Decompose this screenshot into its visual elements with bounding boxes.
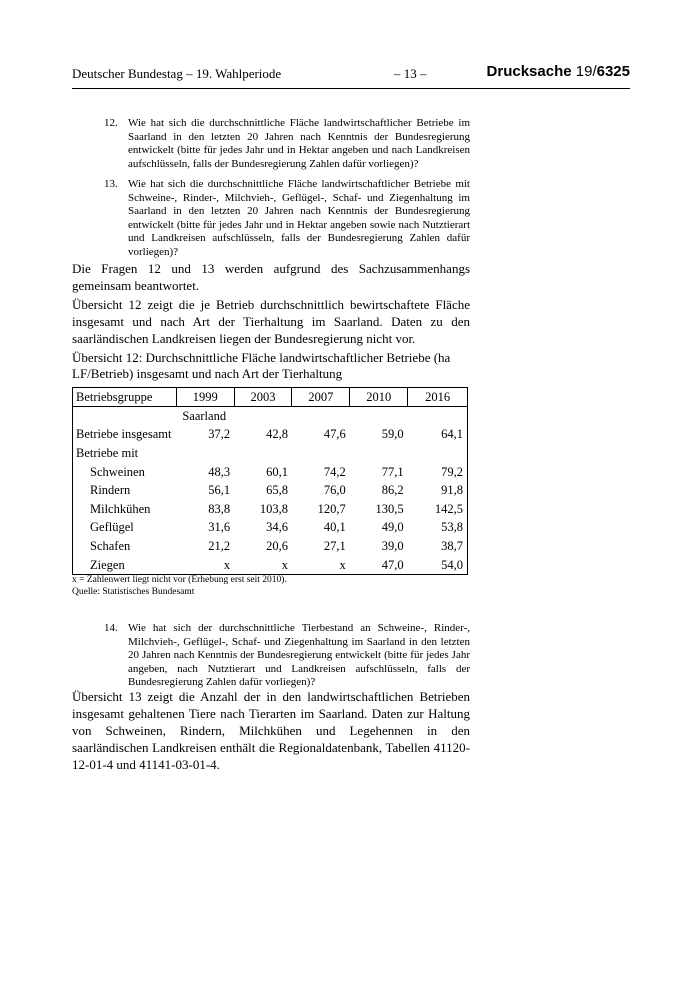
table-cell: 48,3: [208, 464, 231, 479]
table-cell: 120,7: [317, 501, 346, 516]
row-label: Schafen: [73, 537, 177, 556]
row-label: Rindern: [73, 481, 177, 500]
table-cell: 83,8: [208, 501, 231, 516]
table-caption: Übersicht 12: Durchschnittliche Fläche landwirtschaftlicher Betriebe (ha LF/Betrieb) insgesamt und nach Art der Tierhaltung: [72, 350, 451, 381]
table-cell: 54,0: [408, 556, 468, 575]
table-cell: 42,8: [266, 427, 288, 442]
table-source: Quelle: Statistisches Bundesamt: [72, 587, 195, 597]
row-label: Betriebe mit: [73, 444, 177, 463]
table-cell: 53,8: [408, 519, 468, 538]
column-header: 2003: [234, 388, 292, 407]
row-label: Betriebe insgesamt: [73, 426, 177, 445]
column-header: 2010: [350, 388, 408, 407]
row-label: Schweinen: [73, 463, 177, 482]
column-header: 2007: [292, 388, 350, 407]
table-cell: x: [234, 556, 292, 575]
region-label: Saarland: [182, 408, 227, 423]
table-cell: 27,1: [323, 538, 346, 553]
table-cell: 39,0: [381, 538, 404, 553]
table-header-row: [73, 388, 468, 407]
table-row: [73, 556, 468, 575]
page-number: – 13 –: [394, 66, 427, 81]
table-cell: 65,8: [266, 483, 288, 498]
table-cell: 38,7: [408, 537, 468, 556]
column-header: 2016: [408, 388, 468, 407]
table-cell: 59,0: [381, 427, 404, 442]
question-number: 14.: [104, 622, 118, 634]
doc-period: 19/: [575, 63, 597, 80]
table-cell: 47,6: [323, 427, 346, 442]
table-cell: 49,0: [381, 520, 404, 535]
table-cell: 77,1: [381, 464, 404, 479]
table-cell: 130,5: [375, 501, 404, 516]
question-text: Wie hat sich die durchschnittliche Fläche landwirtschaftlicher Betriebe im Saarland in den letzten 20 Jahren nach Kenntnis der Bundesregierung entwickelt (bitte für jedes Jahr und in Hektar angeben und nach Landkreisen aufschlüsseln, falls der Bundesregierung Zahlen dafür vorliegen)?: [128, 117, 470, 170]
table-cell: 60,1: [266, 464, 288, 479]
doc-label: Drucksache: [486, 63, 572, 80]
header-title: Deutscher Bundestag – 19. Wahlperiode: [72, 66, 282, 81]
table-row: [73, 500, 468, 519]
table-cell: 56,1: [208, 483, 231, 498]
table-cell: 20,6: [266, 538, 288, 553]
table-cell: 79,2: [408, 463, 468, 482]
question-12: [104, 117, 470, 171]
table-cell: 103,8: [259, 501, 288, 516]
table-row: [73, 481, 468, 500]
table-cell: 64,1: [408, 426, 468, 445]
table-cell: 37,2: [208, 427, 231, 442]
answer-paragraph: Übersicht 12 zeigt die je Betrieb durchschnittlich bewirtschaftete Fläche insgesamt und nach Art der Tierhaltung im Saarland. Daten zu den saarländischen Landkreisen liegen der Bundesregierung nicht vor.: [72, 297, 470, 346]
table-cell: 21,2: [208, 538, 231, 553]
table-cell: 40,1: [323, 520, 346, 535]
question-14: [104, 622, 470, 690]
row-label: Ziegen: [73, 556, 177, 575]
table-footnote: x = Zahlenwert liegt nicht vor (Erhebung erst seit 2010).: [72, 575, 287, 585]
table-cell: x: [176, 556, 234, 575]
table-cell: 31,6: [208, 520, 231, 535]
question-text: Wie hat sich der durchschnittliche Tierbestand an Schweine-, Rinder-, Milchvieh-, Geflügel-, Schaf- und Ziegenhaltung im Saarland in den letzten 20 Jahren nach Kenntnis der Bundesregierung entwickelt (bitte für jedes Jahr angeben, nach Nutztierart und Landkreisen aufschlüsseln, falls der Bundesregierung Zahlen dafür vorliegen)?: [128, 622, 470, 689]
answer-paragraph: Übersicht 13 zeigt die Anzahl der in den landwirtschaftlichen Betrieben insgesamt gehaltenen Tiere nach Tierarten im Saarland. Daten zur Haltung von Schweinen, Rindern, Milchkühen und Legehennen in den saarländischen Landkreisen enthält die Regionaldatenbank, Tabellen 41120-12-01-4 und 41141-03-01-4.: [72, 689, 470, 772]
answer-paragraph: Die Fragen 12 und 13 werden aufgrund des Sachzusammenhangs gemeinsam beantwortet.: [72, 261, 470, 293]
table-cell: 86,2: [381, 483, 404, 498]
data-table: [72, 387, 468, 575]
doc-number: 6325: [596, 63, 630, 80]
table-cell: 34,6: [266, 520, 288, 535]
table-row: [73, 407, 468, 426]
table-row: [73, 537, 468, 556]
table-cell: 76,0: [323, 483, 346, 498]
table-row: [73, 519, 468, 538]
table-row: [73, 426, 468, 445]
table-cell: 91,8: [408, 481, 468, 500]
question-number: 12.: [104, 117, 118, 129]
question-13: [104, 178, 470, 260]
column-header: Betriebsgruppe: [73, 388, 177, 407]
row-label: Milchkühen: [73, 500, 177, 519]
page-header: [72, 63, 630, 89]
table-cell: 142,5: [408, 500, 468, 519]
table-cell: 74,2: [323, 464, 346, 479]
document-number: [487, 63, 630, 80]
table-cell: 47,0: [350, 556, 408, 575]
table-cell: x: [292, 556, 350, 575]
question-number: 13.: [104, 178, 118, 190]
row-label: Geflügel: [73, 519, 177, 538]
table-row: [73, 463, 468, 482]
column-header: 1999: [176, 388, 234, 407]
question-text: Wie hat sich die durchschnittliche Fläche landwirtschaftlicher Betriebe mit Schweine-, Rinder-, Milchvieh-, Geflügel-, Schaf- und Ziegenhaltung im Saarland in den letzten 20 Jahren nach Kenntnis der Bundesregierung entwickelt (bitte für jedes Jahr und in Hektar angeben sowie nach Nutztierart und Landkreisen aufschlüsseln, falls der Bundesregierung Zahlen dafür vorliegen)?: [128, 178, 470, 258]
table-row: [73, 444, 468, 463]
